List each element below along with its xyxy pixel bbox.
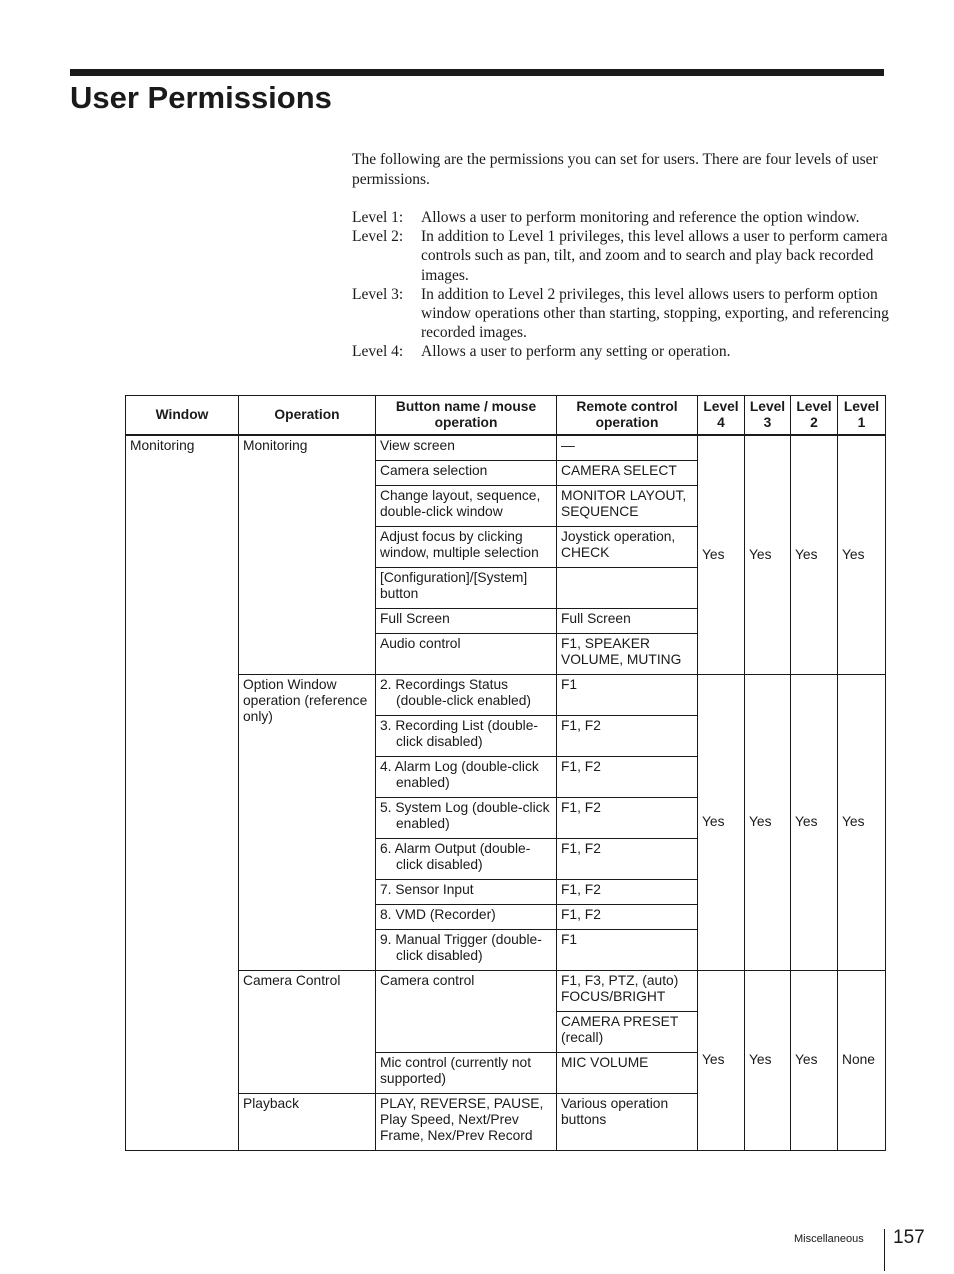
header-button: Button name / mouse operation (376, 396, 557, 436)
page-number: 157 (893, 1227, 925, 1248)
level-3-cell: Yes (745, 971, 791, 1151)
button-cell (376, 905, 557, 930)
header-level-1: Level 1 (838, 396, 886, 436)
footer-section-label: Miscellaneous (794, 1233, 864, 1245)
button-cell: View screen (376, 435, 557, 461)
button-text: 9. Manual Trigger (double-click disabled) (380, 932, 542, 963)
button-cell (376, 930, 557, 971)
level-desc: In addition to Level 1 privileges, this level allows a user to perform camera controls such as pan, tilt, and zoom and to search and play back recorded images. (421, 228, 888, 284)
level-item (352, 208, 892, 227)
level-2-cell: Yes (791, 435, 838, 675)
level-key: Level 4: (352, 343, 404, 361)
footer-divider (884, 1229, 885, 1271)
table-row (126, 675, 886, 716)
level-2-cell: Yes (791, 971, 838, 1151)
permissions-table (125, 395, 886, 1151)
button-cell (376, 880, 557, 905)
remote-cell: F1, F2 (557, 905, 698, 930)
operation-cell: Monitoring (239, 435, 376, 675)
remote-cell: MONITOR LAYOUT, SEQUENCE (557, 486, 698, 527)
button-cell: [Configuration]/[System] button (376, 568, 557, 609)
level-key: Level 1: (352, 209, 404, 226)
button-cell: Audio control (376, 634, 557, 675)
button-cell: Camera control (376, 971, 557, 1053)
window-cell: Monitoring (126, 435, 239, 1151)
table-header-row (126, 396, 886, 436)
header-window: Window (126, 396, 239, 436)
button-cell: Camera selection (376, 461, 557, 486)
level-4-cell: Yes (698, 971, 745, 1151)
button-cell (376, 798, 557, 839)
remote-cell: Joystick operation, CHECK (557, 527, 698, 568)
level-item (352, 285, 892, 343)
remote-cell: F1, F2 (557, 839, 698, 880)
top-rule (70, 69, 884, 76)
level-2-cell: Yes (791, 675, 838, 971)
remote-cell: F1, F2 (557, 880, 698, 905)
remote-cell: F1, F2 (557, 757, 698, 798)
level-key: Level 3: (352, 285, 404, 303)
remote-cell: Full Screen (557, 609, 698, 634)
remote-cell: MIC VOLUME (557, 1053, 698, 1094)
button-text: 6. Alarm Output (double-click disabled) (380, 841, 531, 872)
level-3-cell: Yes (745, 675, 791, 971)
table-row (126, 971, 886, 1012)
level-1-cell: Yes (838, 435, 886, 675)
operation-cell: Option Window operation (reference only) (239, 675, 376, 971)
level-3-cell: Yes (745, 435, 791, 675)
remote-cell: F1, F2 (557, 716, 698, 757)
level-list (352, 208, 892, 362)
level-desc: Allows a user to perform monitoring and reference the option window. (421, 209, 860, 226)
level-item (352, 342, 892, 361)
level-4-cell: Yes (698, 435, 745, 675)
button-cell: Full Screen (376, 609, 557, 634)
button-cell: Mic control (currently not supported) (376, 1053, 557, 1094)
level-item (352, 227, 892, 285)
button-cell (376, 716, 557, 757)
level-4-cell: Yes (698, 675, 745, 971)
button-text: 7. Sensor Input (380, 882, 474, 897)
level-desc: In addition to Level 2 privileges, this level allows users to perform option window operations other than starting, stopping, exporting, and referencing recorded images. (421, 285, 889, 342)
intro-paragraph: The following are the permissions you can set for users. There are four levels of user permissions. (352, 151, 878, 188)
remote-cell: Various operation buttons (557, 1094, 698, 1151)
level-1-cell: Yes (838, 675, 886, 971)
remote-cell: CAMERA PRESET (recall) (557, 1012, 698, 1053)
level-1-cell: None (838, 971, 886, 1151)
remote-cell: — (557, 435, 698, 461)
button-cell: Change layout, sequence, double-click window (376, 486, 557, 527)
remote-cell: F1 (557, 930, 698, 971)
table-row (126, 435, 886, 461)
remote-cell: F1, SPEAKER VOLUME, MUTING (557, 634, 698, 675)
level-desc: Allows a user to perform any setting or operation. (421, 343, 731, 361)
operation-cell: Camera Control (239, 971, 376, 1094)
header-operation: Operation (239, 396, 376, 436)
page-title: User Permissions (70, 80, 332, 115)
button-text: 2. Recordings Status (double-click enabled) (380, 677, 531, 708)
button-text: 3. Recording List (double-click disabled) (380, 718, 538, 749)
button-cell (376, 675, 557, 716)
operation-cell: Playback (239, 1094, 376, 1151)
button-cell (376, 839, 557, 880)
remote-cell: F1, F3, PTZ, (auto) FOCUS/BRIGHT (557, 971, 698, 1012)
remote-cell: F1 (557, 675, 698, 716)
button-text: 8. VMD (Recorder) (380, 907, 496, 922)
button-text: 4. Alarm Log (double-click enabled) (380, 759, 539, 790)
button-cell (376, 757, 557, 798)
button-cell: PLAY, REVERSE, PAUSE, Play Speed, Next/Prev Frame, Nex/Prev Record (376, 1094, 557, 1151)
level-key: Level 2: (352, 228, 404, 246)
button-cell: Adjust focus by clicking window, multiple selection (376, 527, 557, 568)
button-text: 5. System Log (double-click enabled) (380, 800, 550, 831)
remote-cell: F1, F2 (557, 798, 698, 839)
header-level-3: Level 3 (745, 396, 791, 436)
header-remote: Remote control operation (557, 396, 698, 436)
header-level-4: Level 4 (698, 396, 745, 436)
remote-cell: CAMERA SELECT (557, 461, 698, 486)
header-level-2: Level 2 (791, 396, 838, 436)
remote-cell (557, 568, 698, 609)
